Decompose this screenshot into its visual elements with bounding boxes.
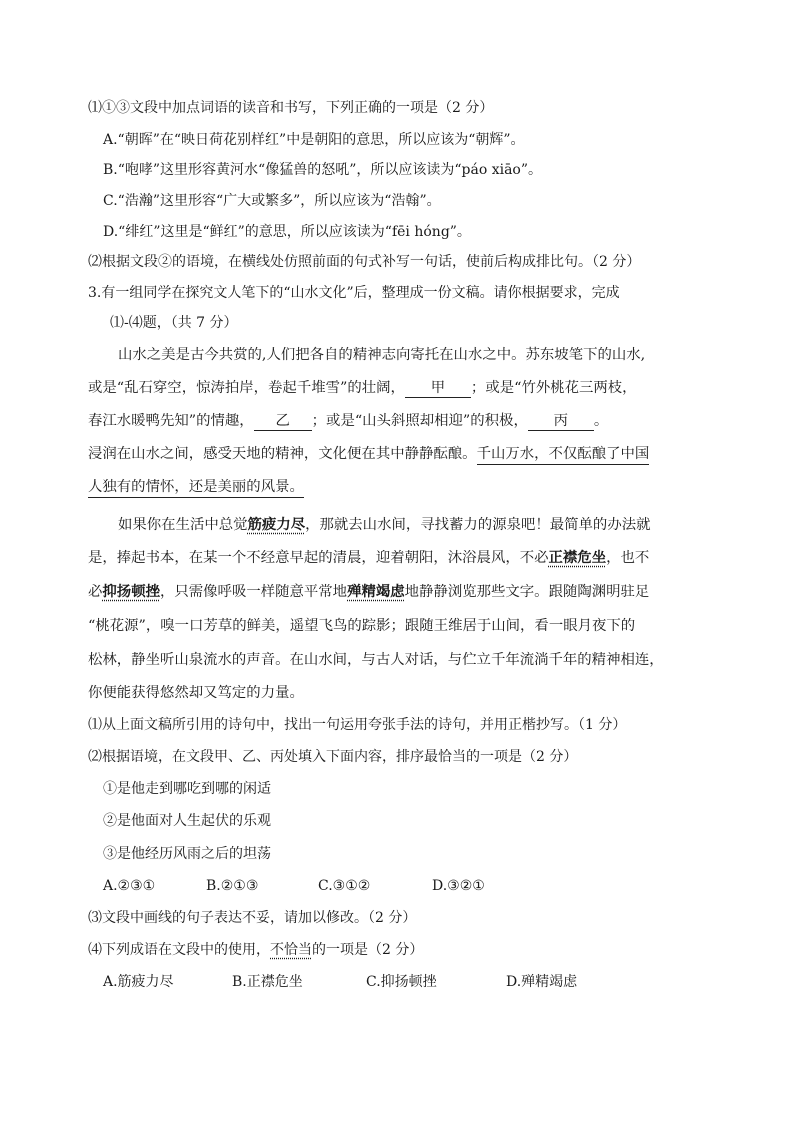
para2-line: “桃花源”，嗅一口芳草的鲜美，遥望飞鸟的踪影；跟随王维居于山间，看一眼月夜下的: [88, 618, 636, 634]
idiom-danjingjielv: 殚精竭虑: [347, 583, 405, 600]
q3-answer-a: A.筋疲力尽: [103, 974, 174, 990]
underlined-sentence: 千山万水，不仅酝酿了中国: [477, 446, 650, 465]
para2-line: [88, 549, 649, 567]
q3-header: 3.有一组同学在探究文人笔下的“山水文化”后，整理成一份文稿。请你根据要求，完成: [88, 285, 620, 301]
q3-choice-d: D.③②①: [432, 878, 485, 894]
para1-line: [88, 478, 304, 496]
q3-answer-c: C.抑扬顿挫: [366, 974, 437, 990]
para2-line: 你便能获得悠然却又笃定的力量。: [88, 685, 304, 701]
para1-line: [88, 445, 649, 463]
q3-choice-c: C.③①②: [318, 878, 371, 894]
para2-text: ，只需像呼吸一样随意平常地: [159, 584, 348, 600]
para1-line: [88, 412, 608, 431]
q3-item-2: ②是他面对人生起伏的乐观: [103, 813, 271, 829]
q3-sub4-text: ⑷下列成语在文段中的使用，: [88, 942, 270, 958]
underlined-sentence-cont: 人独有的情怀，还是美丽的风景。: [88, 479, 304, 498]
para2-text: ，那就去山水间，寻找蓄力的源泉吧！最简单的办法就: [305, 517, 651, 533]
q3-sub1: ⑴从上面文稿所引用的诗句中，找出一句运用夸张手法的诗句，并用正楷抄写。（1 分）: [88, 717, 627, 733]
q2-option-c: C.“浩瀚”这里形容“广大或繁多”，所以应该为“浩翰”。: [103, 193, 441, 209]
para2-text: ，也不: [606, 550, 650, 566]
q2-sub2: ⑵根据文段②的语境，在横线处仿照前面的句式补写一句话，使前后构成排比句。（2 分）: [88, 254, 641, 270]
q2-option-a: A.“朝晖”在“映日荷花别样红”中是朝阳的意思，所以应该为“朝辉”。: [103, 132, 525, 148]
para2-line: [88, 583, 649, 601]
q3-header-cont: ⑴-⑷题，（共 7 分）: [110, 315, 238, 331]
q3-choice-a: A.②③①: [103, 878, 156, 894]
q2-option-d: D.“绯红”这里是“鲜红”的意思，所以应该读为“fēi hóng”。: [103, 224, 471, 240]
para1-text: 春江水暖鸭先知”的情趣，: [88, 413, 254, 429]
para2-text: 如果你在生活中总觉: [118, 517, 248, 533]
para1-text: ；或是“山头斜照却相迎”的积极，: [311, 413, 528, 429]
q3-sub4-text: 的一项是（2 分）: [312, 942, 424, 958]
q3-answer-d: D.殚精竭虑: [506, 974, 578, 990]
blank-bing: 丙: [528, 412, 594, 431]
idiom-zhengjinweizuo: 正襟危坐: [548, 549, 607, 566]
para1-line: [88, 379, 637, 398]
para1-text: 浸润在山水之间，感受天地的精神，文化便在其中静静酝酿。: [88, 446, 477, 462]
para2-text: 必: [88, 584, 103, 600]
para2-line: 松林，静坐听山泉流水的声音。在山水间，与古人对话，与伫立千年流淌千年的精神相连，: [88, 652, 664, 668]
q3-sub4: [88, 941, 423, 959]
para2-text: 是，捧起书本，在某一个不经意早起的清晨，迎着朝阳，沐浴晨风，不必: [88, 550, 549, 566]
blank-yi: 乙: [254, 412, 312, 431]
q3-choice-b: B.②①③: [206, 878, 259, 894]
q3-sub4-emphasis: 不恰当: [270, 942, 312, 958]
q3-sub3: ⑶文段中画线的句子表达不妥，请加以修改。（2 分）: [88, 910, 417, 926]
q3-sub2: ⑵根据语境，在文段甲、乙、丙处填入下面内容，排序最恰当的一项是（2 分）: [88, 749, 578, 765]
idiom-jinpililijin: 筋疲力尽: [247, 516, 306, 533]
para1-text: ；或是“竹外桃花三两枝，: [470, 380, 637, 396]
para1-text: 。: [593, 413, 609, 429]
q2-option-b: B.“咆哮”这里形容黄河水“像猛兽的怒吼”，所以应该读为“páo xiāo”。: [103, 162, 543, 178]
q3-item-1: ①是他走到哪吃到哪的闲适: [103, 781, 271, 797]
para1-text: 或是“乱石穿空，惊涛拍岸，卷起千堆雪”的壮阔，: [88, 380, 405, 396]
idiom-yiyangdunchuo: 抑扬顿挫: [102, 583, 160, 600]
q2-sub1: ⑴①③文段中加点词语的读音和书写，下列正确的一项是（2 分）: [88, 100, 494, 116]
para2-line: [118, 516, 651, 534]
para1-line: 山水之美是古今共赏的,人们把各自的精神志向寄托在山水之中。苏东坡笔下的山水,: [118, 347, 646, 363]
q3-answer-b: B.正襟危坐: [232, 974, 303, 990]
para2-text: 地静静浏览那些文字。跟随陶渊明驻足: [404, 584, 650, 600]
blank-jia: 甲: [405, 379, 471, 398]
q3-item-3: ③是他经历风雨之后的坦荡: [103, 846, 271, 862]
